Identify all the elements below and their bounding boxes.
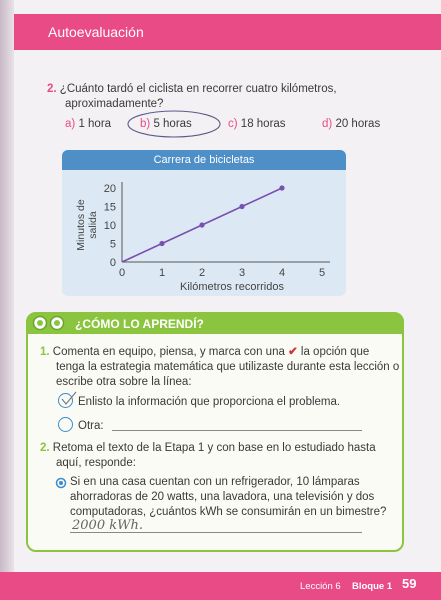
data-point [159, 241, 164, 246]
item-text: Retoma el texto de la Etapa 1 y con base en lo estudiado hasta [52, 442, 376, 454]
lesson-label: Lección 6 [300, 581, 341, 592]
page-title: Autoevaluación [48, 24, 144, 40]
page-number: 59 [402, 576, 417, 591]
item-number: 1. [40, 346, 50, 358]
y-axis-label-line1: Minutos de [75, 199, 87, 251]
section-title: ¿CÓMO LO APRENDÍ? [75, 317, 204, 331]
option-label: 20 horas [335, 118, 381, 130]
handwritten-check-icon [58, 389, 80, 407]
answer-circle-mark [124, 106, 224, 142]
item-text: tenga la estrategia matemática que utilizaste durante esta lección o [56, 361, 400, 373]
option-b-checkbox[interactable] [58, 417, 73, 432]
y-tick-label: 10 [103, 220, 116, 232]
data-point [279, 185, 284, 190]
option-label: 5 horas [153, 118, 192, 130]
option-letter: d) [322, 118, 333, 130]
answer-line[interactable] [112, 430, 362, 431]
option-label: 18 horas [240, 118, 286, 130]
item-number: 2. [40, 442, 50, 454]
handwritten-answer: 2000 kWh. [72, 518, 143, 533]
chart-card [62, 150, 346, 296]
item-text: Comenta en equipo, piensa, y marca con una [52, 346, 285, 358]
y-tick-label: 20 [103, 183, 116, 195]
y-tick-label: 15 [103, 201, 116, 214]
option-d[interactable] [322, 118, 380, 130]
question-text-2: aproximadamente? [65, 98, 164, 110]
x-axis-label: Kilómetros recorridos [180, 281, 284, 293]
chart-title: Carrera de bicicletas [62, 150, 346, 170]
block-label: Bloque 1 [352, 581, 393, 592]
bullet-text: Si en una casa cuentan con un refrigerador, 10 lámparas [70, 476, 360, 488]
x-tick-label: 1 [158, 267, 166, 279]
x-tick-label: 0 [118, 267, 126, 279]
origin-label: 0 [109, 257, 116, 269]
strategy-option-a: Enlisto la información que proporciona el problema. [78, 396, 341, 408]
bullet-icon [55, 477, 67, 489]
y-tick-label: 5 [109, 238, 116, 251]
y-axis-label-line2: salida [87, 211, 99, 239]
answer-line[interactable] [70, 532, 362, 533]
option-a[interactable] [65, 118, 111, 130]
reflection-item-1 [40, 345, 399, 390]
data-point [199, 222, 204, 227]
option-label: 1 hora [78, 118, 112, 130]
item-text: aquí, responde: [56, 457, 136, 469]
option-c[interactable] [228, 118, 286, 130]
item-text: la opción que [300, 346, 370, 358]
option-letter: c) [228, 118, 238, 130]
question-number: 2. [47, 83, 57, 95]
bullet-text: ahorradoras de 20 watts, una lavadora, una televisión y dos [70, 491, 375, 503]
energy-question [70, 475, 386, 520]
option-letter: a) [65, 118, 76, 130]
x-tick-label: 4 [278, 267, 286, 279]
question-text-1: ¿Cuánto tardó el ciclista en recorrer cuatro kilómetros, [59, 83, 337, 95]
option-letter: b) [140, 118, 151, 130]
reflection-item-2 [40, 441, 376, 471]
x-tick-label: 3 [238, 267, 246, 279]
bullet-text: computadoras, ¿cuántos kWh se consumirán en un bimestre? [70, 506, 387, 518]
item-text: escribe otra sobre la línea: [56, 376, 192, 388]
data-point [239, 204, 244, 209]
check-mark-icon: ✔ [288, 346, 298, 358]
x-tick-label: 2 [198, 267, 206, 279]
x-tick-label: 5 [318, 267, 326, 279]
icon-pair [32, 315, 72, 331]
strategy-option-other: Otra: [78, 420, 104, 432]
page-edge [0, 0, 14, 600]
line-chart [62, 170, 346, 296]
